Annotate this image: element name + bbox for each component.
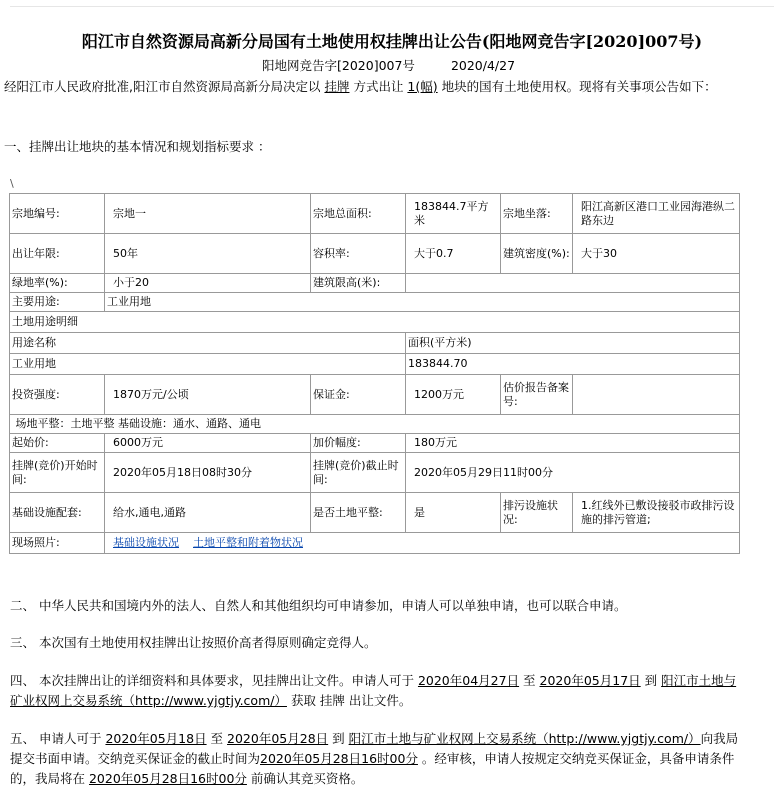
trading-system-link[interactable]: 阳江市土地与矿业权网上交易系统（http://www.yjgtjy.com/） bbox=[10, 673, 737, 708]
section-3-paragraph: 三、 本次国有土地使用权挂牌出让按照价高者得原则确定竞得人。 bbox=[10, 635, 377, 650]
table-row: 挂牌(竞价)开始时间: 2020年05月18日08时30分 挂牌(竞价)截止时间: 2020年05月29日11时00分 bbox=[10, 453, 740, 493]
date-from: 2020年04月27日 bbox=[417, 673, 520, 688]
table-row: 用途名称 面积(平方米) bbox=[10, 333, 740, 354]
table-row: 现场照片: 基础设施状况 土地平整和附着物状况 bbox=[10, 533, 740, 554]
section-5-paragraph: 五、 申请人可于 2020年05月18日 至 2020年05月28日 到 阳江市土地与矿业权网上交易系统（http://www.yjgtjy.com/）向我局提交书面申请。交纳竞买保证金的截止时间为2020年05月28日16时00分 。经审核，申请人按规定交纳竞买保证金，具备申请条件的，我局将在 2020年05月28日16时00分 前确认其竞买资格。 bbox=[10, 731, 739, 786]
table-row: 场地平整：土地平整 基础设施：通水、通路、通电 bbox=[10, 415, 740, 434]
table-row: 宗地编号: 宗地一 宗地总面积: 183844.7平方米 宗地坐落: 阳江高新区港口工业园海港纵二路东边 bbox=[10, 194, 740, 234]
transfer-method: 挂牌 bbox=[324, 79, 350, 94]
section-4-paragraph: 四、 本次挂牌出让的详细资料和具体要求，见挂牌出让文件。申请人可于 2020年04月27日 至 2020年05月17日 到 阳江市土地与矿业权网上交易系统（http://www.yjgtjy.com/） 获取 挂牌 出让文件。 bbox=[10, 673, 737, 708]
table-row: 起始价: 6000万元 加价幅度: 180万元 bbox=[10, 434, 740, 453]
table-row: 出让年限: 50年 容积率: 大于0.7 建筑密度(%): 大于30 bbox=[10, 234, 740, 274]
table-row: 基础设施配套: 给水,通电,通路 是否土地平整: 是 排污设施状况: 1.红线外已敷设接驳市政排污设施的排污管道; bbox=[10, 493, 740, 533]
qualification-deadline: 2020年05月28日16时00分 bbox=[88, 771, 247, 786]
infrastructure-photo-link[interactable]: 基础设施状况 bbox=[113, 536, 179, 549]
section-2-paragraph: 二、 中华人民共和国境内外的法人、自然人和其他组织均可申请参加，申请人可以单独申请，也可以联合申请。 bbox=[10, 598, 627, 613]
date-to: 2020年05月28日 bbox=[227, 731, 329, 746]
table-row: 工业用地 183844.70 bbox=[10, 354, 740, 375]
trading-system-link[interactable]: 阳江市土地与矿业权网上交易系统（http://www.yjgtjy.com/） bbox=[348, 731, 701, 746]
table-row: 土地用途明细 bbox=[10, 312, 740, 333]
section-1-heading: 一、挂牌出让地块的基本情况和规划指标要求 ： bbox=[4, 139, 271, 154]
table-row: 投资强度: 1870万元/公顷 保证金: 1200万元 估价报告备案号: bbox=[10, 375, 740, 415]
page-title: 阳江市自然资源局高新分局国有土地使用权挂牌出让公告(阳地网竞告字[2020]007号) bbox=[81, 32, 703, 51]
date-to: 2020年05月17日 bbox=[539, 673, 641, 688]
table-row: 主要用途: 工业用地 bbox=[10, 293, 740, 312]
land-leveling-photo-link[interactable]: 土地平整和附着物状况 bbox=[193, 536, 303, 549]
deposit-deadline: 2020年05月28日16时00分 bbox=[260, 751, 418, 766]
parcel-count: 1(幅) bbox=[407, 79, 438, 94]
table-row: 绿地率(%): 小于20 建筑限高(米): bbox=[10, 274, 740, 293]
land-info-table bbox=[9, 193, 740, 554]
intro-paragraph: 经阳江市人民政府批准,阳江市自然资源局高新分局决定以 挂牌 方式出让 1(幅) 地块的国有土地使用权。现将有关事项公告如下： bbox=[4, 79, 717, 94]
stray-mark: \ bbox=[10, 177, 14, 190]
subtitle bbox=[262, 56, 551, 74]
top-divider bbox=[10, 6, 774, 7]
date-from: 2020年05月18日 bbox=[105, 731, 207, 746]
announcement-code: 阳地网竞告字[2020]007号 bbox=[262, 58, 415, 73]
announcement-date: 2020/4/27 bbox=[450, 58, 516, 73]
